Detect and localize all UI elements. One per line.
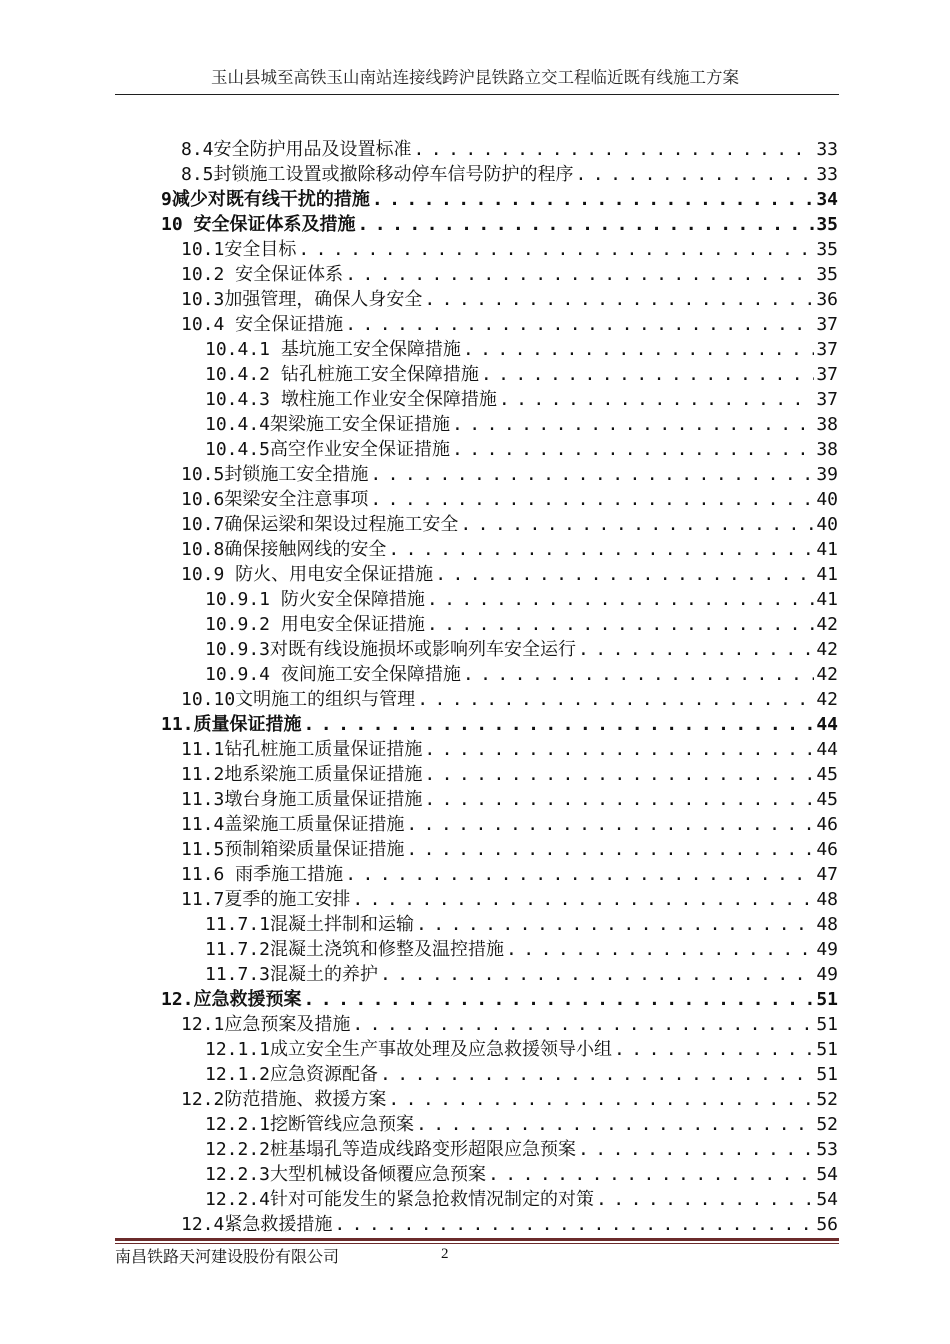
toc-entry[interactable] xyxy=(181,787,838,812)
toc-dot-leader xyxy=(463,662,814,687)
toc-dot-leader xyxy=(414,137,815,162)
toc-entry[interactable] xyxy=(181,512,838,537)
toc-entry[interactable] xyxy=(205,337,838,362)
toc-entry-page: 35 xyxy=(816,239,838,260)
toc-dot-leader xyxy=(416,1112,814,1137)
toc-dot-leader xyxy=(352,1012,814,1037)
toc-dot-leader xyxy=(499,387,814,412)
toc-entry[interactable] xyxy=(205,662,838,687)
toc-dot-leader xyxy=(452,437,814,462)
toc-entry-title: 12.应急救援预案 xyxy=(161,989,302,1010)
toc-entry-title: 11.7.1混凝土拌制和运输 xyxy=(205,914,415,935)
toc-entry[interactable] xyxy=(181,562,838,587)
toc-entry-page: 41 xyxy=(816,564,838,585)
toc-dot-leader xyxy=(345,862,814,887)
toc-entry[interactable] xyxy=(181,287,838,312)
toc-dot-leader xyxy=(424,762,814,787)
toc-entry-page: 51 xyxy=(816,1039,838,1060)
toc-dot-leader xyxy=(614,1037,814,1062)
toc-dot-leader xyxy=(424,787,814,812)
toc-entry-title: 10.4 安全保证措施 xyxy=(181,314,344,335)
toc-dot-leader xyxy=(578,1137,814,1162)
toc-entry-page: 56 xyxy=(816,1214,838,1235)
toc-entry-title: 12.4紧急救援措施 xyxy=(181,1214,333,1235)
toc-entry-page: 41 xyxy=(816,539,838,560)
toc-entry[interactable] xyxy=(205,612,838,637)
toc-entry-page: 51 xyxy=(816,1064,838,1085)
toc-entry-page: 35 xyxy=(816,264,838,285)
toc-entry-page: 54 xyxy=(816,1164,838,1185)
toc-dot-leader xyxy=(460,512,814,537)
toc-entry-title: 12.2防范措施、救援方案 xyxy=(181,1089,387,1110)
toc-entry[interactable] xyxy=(181,462,838,487)
toc-entry-title: 8.5封锁施工设置或撤除移动停车信号防护的程序 xyxy=(181,164,574,185)
toc-entry[interactable] xyxy=(161,187,838,212)
toc-dot-leader xyxy=(427,612,814,637)
toc-entry-title: 11.7.2混凝土浇筑和修整及温控措施 xyxy=(205,939,505,960)
toc-entry-page: 39 xyxy=(816,464,838,485)
page-header: 玉山县城至高铁玉山南站连接线跨沪昆铁路立交工程临近既有线施工方案 xyxy=(211,68,739,87)
toc-entry[interactable] xyxy=(161,987,838,1012)
toc-entry-title: 10.6架梁安全注意事项 xyxy=(181,489,369,510)
toc-entry[interactable] xyxy=(181,162,838,187)
toc-entry-page: 44 xyxy=(816,714,838,735)
toc-entry[interactable] xyxy=(205,1112,838,1137)
toc-entry-page: 38 xyxy=(816,414,838,435)
toc-entry-page: 45 xyxy=(816,764,838,785)
toc-entry-page: 51 xyxy=(816,1014,838,1035)
toc-entry-title: 12.1.2应急资源配备 xyxy=(205,1064,379,1085)
toc-entry-title: 10.9 防火、用电安全保证措施 xyxy=(181,564,434,585)
toc-dot-leader xyxy=(417,687,814,712)
toc-entry-page: 42 xyxy=(816,639,838,660)
toc-dot-leader xyxy=(463,337,814,362)
toc-entry-title: 10.10文明施工的组织与管理 xyxy=(181,689,416,710)
toc-entry-title: 10.4.1 基坑施工安全保障措施 xyxy=(205,339,461,360)
toc-entry[interactable] xyxy=(205,1162,838,1187)
toc-entry-title: 10.4.4架梁施工安全保证措施 xyxy=(205,414,451,435)
toc-entry-page: 52 xyxy=(816,1114,838,1135)
toc-entry-title: 11.1钻孔桩施工质量保证措施 xyxy=(181,739,423,760)
toc-dot-leader xyxy=(388,537,814,562)
toc-entry[interactable] xyxy=(205,1187,838,1212)
toc-entry-page: 48 xyxy=(816,889,838,910)
toc-entry-page: 41 xyxy=(816,589,838,610)
toc-entry-title: 12.1.1成立安全生产事故处理及应急救援领导小组 xyxy=(205,1039,613,1060)
toc-entry-page: 53 xyxy=(816,1139,838,1160)
toc-entry[interactable] xyxy=(181,312,838,337)
toc-dot-leader xyxy=(304,987,815,1012)
toc-entry-page: 54 xyxy=(816,1189,838,1210)
toc-dot-leader xyxy=(380,1062,814,1087)
toc-entry-title: 10.1安全目标 xyxy=(181,239,297,260)
toc-entry[interactable] xyxy=(205,637,838,662)
toc-dot-leader xyxy=(304,712,815,737)
toc-entry[interactable] xyxy=(205,937,838,962)
toc-entry-title: 10.2 安全保证体系 xyxy=(181,264,344,285)
toc-entry[interactable] xyxy=(181,1012,838,1037)
toc-entry[interactable] xyxy=(205,412,838,437)
toc-entry-title: 12.2.2桩基塌孔等造成线路变形超限应急预案 xyxy=(205,1139,577,1160)
toc-dot-leader xyxy=(298,237,814,262)
toc-entry-title: 10.9.4 夜间施工安全保障措施 xyxy=(205,664,461,685)
toc-entry-title: 12.1应急预案及措施 xyxy=(181,1014,351,1035)
footer-company-name: 南昌铁路天河建设股份有限公司 xyxy=(115,1247,340,1266)
toc-entry[interactable] xyxy=(181,737,838,762)
toc-dot-leader xyxy=(370,487,814,512)
toc-entry[interactable] xyxy=(181,487,838,512)
toc-entry-page: 51 xyxy=(816,989,838,1010)
toc-entry-title: 12.2.3大型机械设备倾覆应急预案 xyxy=(205,1164,487,1185)
toc-entry[interactable] xyxy=(181,837,838,862)
toc-dot-leader xyxy=(427,587,814,612)
toc-entry-page: 35 xyxy=(816,214,838,235)
toc-entry-title: 10.7确保运梁和架设过程施工安全 xyxy=(181,514,459,535)
toc-dot-leader xyxy=(424,737,814,762)
toc-dot-leader xyxy=(452,412,814,437)
toc-entry-title: 11.7.3混凝土的养护 xyxy=(205,964,379,985)
toc-entry[interactable] xyxy=(205,1037,838,1062)
toc-entry-page: 46 xyxy=(816,814,838,835)
toc-dot-leader xyxy=(406,812,814,837)
toc-dot-leader xyxy=(578,637,814,662)
toc-entry-page: 49 xyxy=(816,964,838,985)
toc-entry[interactable] xyxy=(181,862,838,887)
toc-entry-page: 42 xyxy=(816,664,838,685)
footer-rule-thick xyxy=(115,1238,839,1241)
toc-entry-title: 12.2.4针对可能发生的紧急抢救情况制定的对策 xyxy=(205,1189,595,1210)
toc-entry[interactable] xyxy=(181,687,838,712)
toc-dot-leader xyxy=(506,937,814,962)
toc-entry-page: 33 xyxy=(816,164,838,185)
toc-dot-leader xyxy=(596,1187,814,1212)
toc-dot-leader xyxy=(380,962,814,987)
toc-entry[interactable] xyxy=(181,237,838,262)
toc-entry[interactable] xyxy=(181,1212,838,1237)
toc-entry-page: 48 xyxy=(816,914,838,935)
toc-entry-page: 49 xyxy=(816,939,838,960)
toc-dot-leader xyxy=(334,1212,814,1237)
toc-dot-leader xyxy=(406,837,814,862)
toc-dot-leader xyxy=(576,162,815,187)
toc-dot-leader xyxy=(345,312,814,337)
toc-entry-title: 10.4.3 墩柱施工作业安全保障措施 xyxy=(205,389,497,410)
toc-entry-page: 36 xyxy=(816,289,838,310)
toc-entry-title: 10 安全保证体系及措施 xyxy=(161,214,356,235)
toc-entry-title: 11.2地系梁施工质量保证措施 xyxy=(181,764,423,785)
toc-entry-title: 11.7夏季的施工安排 xyxy=(181,889,351,910)
toc-entry-page: 37 xyxy=(816,339,838,360)
toc-entry[interactable] xyxy=(205,962,838,987)
toc-dot-leader xyxy=(435,562,814,587)
toc-entry-title: 11.3墩台身施工质量保证措施 xyxy=(181,789,423,810)
toc-entry[interactable] xyxy=(181,137,838,162)
toc-entry-page: 37 xyxy=(816,389,838,410)
toc-entry[interactable] xyxy=(181,762,838,787)
toc-entry-title: 10.4.5高空作业安全保证措施 xyxy=(205,439,451,460)
toc-dot-leader xyxy=(370,462,814,487)
toc-entry[interactable] xyxy=(205,1062,838,1087)
toc-entry[interactable] xyxy=(181,812,838,837)
toc-entry-title: 8.4安全防护用品及设置标准 xyxy=(181,139,412,160)
toc-entry-title: 11.质量保证措施 xyxy=(161,714,302,735)
toc-entry-title: 9减少对既有线干扰的措施 xyxy=(161,189,370,210)
toc-entry-page: 33 xyxy=(816,139,838,160)
toc-dot-leader xyxy=(424,287,814,312)
toc-dot-leader xyxy=(388,1087,814,1112)
toc-entry-title: 12.2.1挖断管线应急预案 xyxy=(205,1114,415,1135)
toc-entry-title: 10.4.2 钻孔桩施工安全保障措施 xyxy=(205,364,479,385)
toc-entry[interactable] xyxy=(205,437,838,462)
toc-entry[interactable] xyxy=(205,587,838,612)
toc-entry-page: 47 xyxy=(816,864,838,885)
toc-entry[interactable] xyxy=(205,1137,838,1162)
toc-entry[interactable] xyxy=(161,212,838,237)
toc-entry[interactable] xyxy=(205,387,838,412)
toc-entry-page: 42 xyxy=(816,614,838,635)
toc-entry-page: 40 xyxy=(816,514,838,535)
toc-entry-title: 10.3加强管理，确保人身安全 xyxy=(181,289,423,310)
toc-entry-page: 44 xyxy=(816,739,838,760)
toc-dot-leader xyxy=(358,212,815,237)
toc-entry-page: 38 xyxy=(816,439,838,460)
toc-entry[interactable] xyxy=(181,262,838,287)
toc-entry-page: 37 xyxy=(816,364,838,385)
toc-entry-page: 52 xyxy=(816,1089,838,1110)
toc-entry-title: 10.9.1 防火安全保障措施 xyxy=(205,589,425,610)
toc-dot-leader xyxy=(352,887,814,912)
toc-entry-title: 10.8确保接触网线的安全 xyxy=(181,539,387,560)
toc-entry-title: 10.9.3对既有线设施损坏或影响列车安全运行 xyxy=(205,639,577,660)
toc-entry-page: 37 xyxy=(816,314,838,335)
toc-dot-leader xyxy=(481,362,814,387)
toc-entry-page: 34 xyxy=(816,189,838,210)
toc-dot-leader xyxy=(372,187,814,212)
toc-entry[interactable] xyxy=(205,362,838,387)
toc-entry-title: 10.5封锁施工安全措施 xyxy=(181,464,369,485)
toc-entry-page: 42 xyxy=(816,689,838,710)
toc-entry-page: 40 xyxy=(816,489,838,510)
toc-entry[interactable] xyxy=(205,912,838,937)
toc-entry[interactable] xyxy=(181,1087,838,1112)
toc-entry[interactable] xyxy=(161,712,838,737)
toc-dot-leader xyxy=(416,912,814,937)
footer-page-number: 2 xyxy=(441,1246,449,1262)
header-rule xyxy=(115,94,839,95)
toc-entry[interactable] xyxy=(181,887,838,912)
toc-entry-title: 11.6 雨季施工措施 xyxy=(181,864,344,885)
toc-entry-page: 46 xyxy=(816,839,838,860)
toc-dot-leader xyxy=(345,262,814,287)
toc-entry-title: 11.4盖梁施工质量保证措施 xyxy=(181,814,405,835)
toc-dot-leader xyxy=(488,1162,814,1187)
toc-entry[interactable] xyxy=(181,537,838,562)
toc-entry-page: 45 xyxy=(816,789,838,810)
toc-entry-title: 10.9.2 用电安全保证措施 xyxy=(205,614,425,635)
toc-entry-title: 11.5预制箱梁质量保证措施 xyxy=(181,839,405,860)
